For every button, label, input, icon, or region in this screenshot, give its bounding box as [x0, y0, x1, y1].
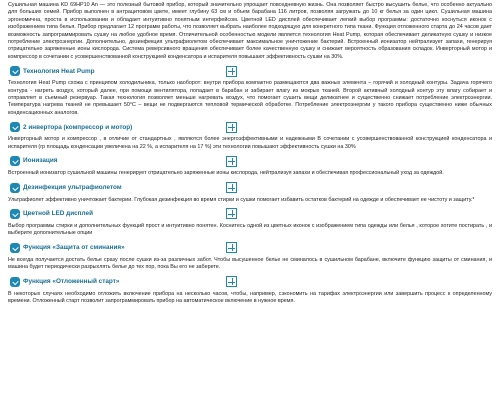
check-icon — [10, 277, 20, 287]
plus-icon[interactable] — [226, 156, 237, 167]
section-header[interactable] — [10, 207, 237, 221]
section-header[interactable] — [10, 154, 237, 168]
section-anti-crease — [8, 241, 492, 272]
check-icon — [10, 122, 20, 132]
section-title: 2 инвертора (компрессор и мотор) — [23, 123, 133, 131]
plus-icon[interactable] — [226, 276, 237, 287]
check-icon — [10, 183, 20, 193]
section-body: Не всегда получается достать белье сразу после сушки из-за различных забот. Чтобы высушенное белье не сминалось в сушильном барабане, включите функцию защиты от сминания, и машина будет периодически разрыхлять белье до тех пор, пока Вы его не заберете. — [8, 256, 492, 271]
section-body: Ультрафиолет эффективно уничтожает бактерии. Глубокая дезинфекция во время стирки и сушки помогает избавить остатков бактерий на одежде и обеспечивает ее чистоту и защиту.* — [8, 196, 475, 203]
section-body: Технология Heat Pump схожа с принципом холодильника, только наоборот: внутри прибора компактно размещаются два важных элемента – горячий и холодный контуры. Задача горячего контура - нагреть воздух, который далее, при помощи вентилятора, попадает в барабан и забирает влагу из мокрых тканей. Второй активный холодный контур эту влагу собирает и отправляет в съемный резервуар. Такая технология позволяет меньше нагревать воздух, что помогает сушить вещи деликатнее и существенно снижает потребление электроэнергии. Температура нагрева тканей не превышает 50°C – вещи не подвергаются тепловой термической обработке. Потребление электроэнергии у такого прибора существенно ниже обычных конденсационных аналогов. — [8, 80, 492, 116]
section-inverters — [8, 120, 492, 151]
section-header[interactable] — [10, 64, 237, 78]
section-title: Дезинфекция ультрафиолетом — [23, 183, 122, 191]
check-icon — [10, 209, 20, 219]
plus-icon[interactable] — [226, 208, 237, 219]
plus-icon[interactable] — [226, 242, 237, 253]
plus-icon[interactable] — [226, 66, 237, 77]
section-title: Функция «Защита от сминания» — [23, 244, 125, 252]
section-body: В некоторых случаях необходимо отложить включение прибора на несколько часов, чтобы, например, сэкономить на тарифах электроэнергии или завершить процесс к определенному времени. Отложенный старт позволит запрограммировать прибор на автоматическое включение в нужное время. — [8, 290, 492, 304]
intro-text: Сушильная машина KD 69HP10 An — это полезный бытовой прибор, который значительно упрощает повседневную жизнь. Она позволяет быстро высушить белье, что особенно актуально для больших семей. Прибор выполнен в антрацитовом цвете, имеет глубину 63 см и объем барабана 116 литров, позволяя загружать до 10 кг белья за один цикл. Сушильная машина эргономична, проста в использовании и обладает интуитивно понятным интерфейсом. Цветной LED дисплей обеспечивает легкий выбор программы: достаточно коснуться иконок с изображением типа белья. Прибор предлагает 12 программ работы, что позволяет выбрать наиболее подходящую для конкретного типа ткани. Функция отложенного старта до 24 часов дает возможность запрограммировать сушку на любое удобное время. Отличительной особенностью модели является технология Heat Pump, которая обеспечивает деликатную сушку и низкое потребление электроэнергии. Дополнительно, дезинфекция ультрафиолетом обеспечивает максимальное уничтожение бактерий. Встроенный ионизатор нейтрализует запахи, генерируя отрицательно заряженные ионы кислорода. Система реверсивного вращения обеспечивает более качественную сушку и снижает вероятность образования складок. Инверторный мотор и компрессор в сочетании с усовершенствованной конструкцией конденсатора и испарителя повышают эффективность сушки на 30%. — [8, 2, 492, 60]
section-body: Встроенный ионизатор сушильной машины генерирует отрицательно заряженные ионы кислорода, нейтрализуя запахи и обеспечивая профессиональный уход за одеждой. — [8, 170, 444, 177]
section-title: Цветной LED дисплей — [23, 210, 93, 218]
section-title: Ионизация — [23, 157, 58, 165]
section-body: Инверторный мотор и компрессор , в отличие от стандартных , являются более энергоэффективными и надежными В сочетании с усовершенствованной конструкцией конденсатора и испарителя (гр площадь конденсации увеличена на 22 %, а испарителя на 17 %) эти технологии повышают эффективность сушки на 30% — [8, 136, 492, 150]
section-title: Технология Heat Pump — [23, 67, 95, 75]
section-title: Функция «Отложенный старт» — [23, 277, 120, 285]
section-header[interactable] — [10, 181, 237, 195]
plus-icon[interactable] — [226, 182, 237, 193]
plus-icon[interactable] — [226, 122, 237, 133]
section-uv-disinfection — [8, 181, 492, 204]
section-delayed-start — [8, 275, 492, 306]
check-icon — [10, 156, 20, 166]
section-header[interactable] — [10, 120, 237, 134]
section-heat-pump — [8, 64, 492, 117]
section-header[interactable] — [10, 275, 237, 289]
check-icon — [10, 66, 20, 76]
check-icon — [10, 243, 20, 253]
section-body: Выбор программы стирки и дополнительных функций прост и интуитивно понятен. Коснитесь одной из цветных иконок с изображением типа одежды или белья , которое хотите постирать , и выберите дополнительные опции — [8, 222, 492, 237]
section-ionization — [8, 154, 492, 177]
section-header[interactable] — [10, 241, 237, 255]
section-led-display — [8, 207, 492, 238]
